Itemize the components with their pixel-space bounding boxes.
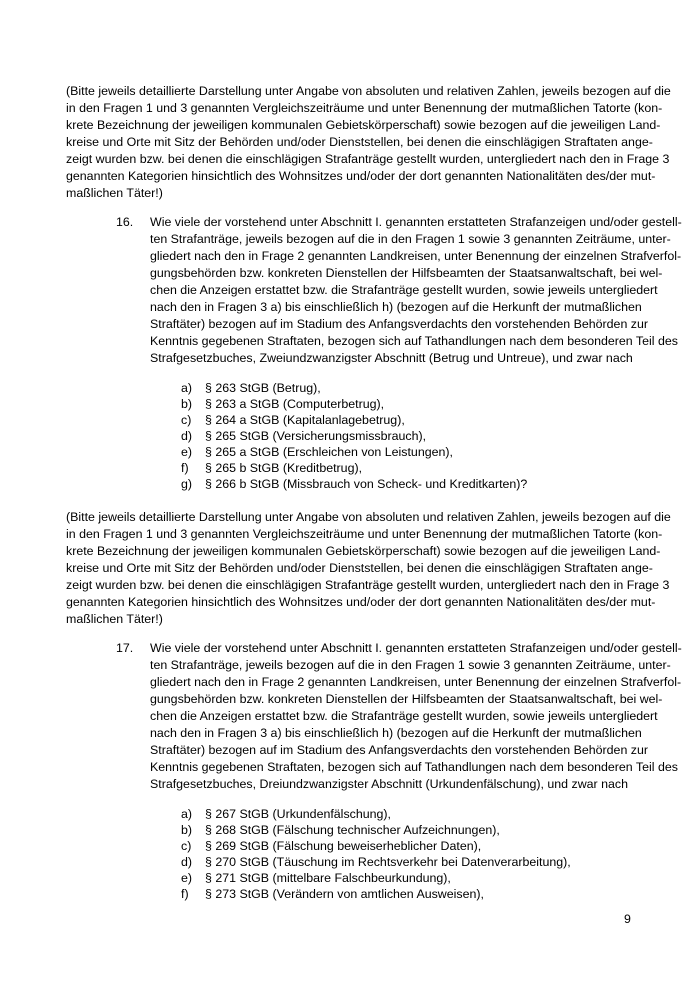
list-item-text: § 270 StGB (Täuschung im Rechtsverkehr bei Datenverarbeitung), xyxy=(205,855,571,869)
list-item-label: c) xyxy=(181,839,192,853)
paragraph-line: in den Fragen 1 und 3 genannten Vergleichszeiträume und unter Benennung der mutmaßlichen Tatorte (kon- xyxy=(66,527,663,541)
question-line: gliedert nach den in Frage 2 genannten Landkreisen, unter Benennung der einzelnen Strafverfol- xyxy=(150,249,682,263)
list-item-text: § 267 StGB (Urkundenfälschung), xyxy=(205,807,391,821)
paragraph-line: genannten Kategorien hinsichtlich des Wohnsitzes und/oder der dort genannten Nationalitäten des/der mut- xyxy=(66,169,656,183)
list-item-text: § 266 b StGB (Missbrauch von Scheck- und Kreditkarten)? xyxy=(205,477,528,491)
list-item-label: b) xyxy=(181,397,193,411)
question-line: chen die Anzeigen erstattet bzw. die Strafanträge gestellt wurden, sowie jeweils untergliedert xyxy=(150,709,658,723)
list-item-label: e) xyxy=(181,445,193,459)
question-line: Kenntnis gegebenen Straftaten, bezogen sich auf Tathandlungen nach dem besonderen Teil des xyxy=(150,334,678,348)
paragraph-line: maßlichen Täter!) xyxy=(66,612,163,626)
list-item-text: § 264 a StGB (Kapitalanlagebetrug), xyxy=(205,413,405,427)
question-line: Straftäter) bezogen auf im Stadium des Anfangsverdachts den vorstehenden Behörden zur xyxy=(150,743,648,757)
list-item-text: § 268 StGB (Fälschung technischer Aufzeichnungen), xyxy=(205,823,500,837)
list-item-text: § 269 StGB (Fälschung beweiserheblicher Daten), xyxy=(205,839,482,853)
question-line: Wie viele der vorstehend unter Abschnitt I. genannten erstatteten Strafanzeigen und/oder gestell- xyxy=(150,641,682,655)
question-line: gliedert nach den in Frage 2 genannten Landkreisen, unter Benennung der einzelnen Strafverfol- xyxy=(150,675,682,689)
list-item-label: g) xyxy=(181,477,193,491)
paragraph-line: kreise und Orte mit Sitz der Behörden und/oder Dienststellen, bei denen die einschlägigen Straftaten ange- xyxy=(66,135,653,149)
question-line: chen die Anzeigen erstattet bzw. die Strafanträge gestellt wurden, sowie jeweils untergliedert xyxy=(150,283,658,297)
list-item-label: f) xyxy=(181,887,189,901)
question-line: Strafgesetzbuches, Dreiundzwanzigster Abschnitt (Urkundenfälschung), und zwar nach xyxy=(150,777,628,791)
question-line: Kenntnis gegebenen Straftaten, bezogen sich auf Tathandlungen nach dem besonderen Teil des xyxy=(150,760,678,774)
question-line: ten Strafanträge, jeweils bezogen auf die in den Fragen 1 sowie 3 genannten Zeiträume, unter- xyxy=(150,658,671,672)
list-item-text: § 263 a StGB (Computerbetrug), xyxy=(205,397,385,411)
paragraph-line: (Bitte jeweils detaillierte Darstellung unter Angabe von absoluten und relativen Zahlen, jeweils bezogen auf die xyxy=(66,510,671,524)
question-number: 16. xyxy=(116,215,134,229)
paragraph-line: kreise und Orte mit Sitz der Behörden und/oder Dienststellen, bei denen die einschlägigen Straftaten ange- xyxy=(66,561,653,575)
question-line: gungsbehörden bzw. konkreten Dienstellen der Hilfsbeamten der Staatsanwaltschaft, bei wel- xyxy=(150,266,663,280)
paragraph-line: genannten Kategorien hinsichtlich des Wohnsitzes und/oder der dort genannten Nationalitäten des/der mut- xyxy=(66,595,656,609)
list-item-text: § 263 StGB (Betrug), xyxy=(205,381,321,395)
list-item-label: a) xyxy=(181,807,193,821)
question-line: nach den in Fragen 3 a) bis einschließlich h) (bezogen auf die Herkunft der mutmaßlichen xyxy=(150,726,642,740)
list-item-label: a) xyxy=(181,381,193,395)
paragraph-line: maßlichen Täter!) xyxy=(66,186,163,200)
page-number: 9 xyxy=(624,912,631,926)
list-item-text: § 265 StGB (Versicherungsmissbrauch), xyxy=(205,429,427,443)
list-item-text: § 273 StGB (Verändern von amtlichen Ausweisen), xyxy=(205,887,484,901)
list-item-label: d) xyxy=(181,855,193,869)
question-line: ten Strafanträge, jeweils bezogen auf die in den Fragen 1 sowie 3 genannten Zeiträume, unter- xyxy=(150,232,671,246)
paragraph-line: in den Fragen 1 und 3 genannten Vergleichszeiträume und unter Benennung der mutmaßlichen Tatorte (kon- xyxy=(66,101,663,115)
list-item-label: b) xyxy=(181,823,193,837)
list-item-label: d) xyxy=(181,429,193,443)
list-item-text: § 265 b StGB (Kreditbetrug), xyxy=(205,461,363,475)
question-line: Wie viele der vorstehend unter Abschnitt I. genannten erstatteten Strafanzeigen und/oder gestell- xyxy=(150,215,682,229)
question-line: Straftäter) bezogen auf im Stadium des Anfangsverdachts den vorstehenden Behörden zur xyxy=(150,317,648,331)
list-item-text: § 271 StGB (mittelbare Falschbeurkundung), xyxy=(205,871,451,885)
list-item-text: § 265 a StGB (Erschleichen von Leistungen), xyxy=(205,445,453,459)
list-item-label: f) xyxy=(181,461,189,475)
question-number: 17. xyxy=(116,641,134,655)
paragraph-line: krete Bezeichnung der jeweiligen kommunalen Gebietskörperschaft) sowie bezogen auf die jeweiligen Land- xyxy=(66,118,661,132)
question-line: gungsbehörden bzw. konkreten Dienstellen der Hilfsbeamten der Staatsanwaltschaft, bei wel- xyxy=(150,692,663,706)
paragraph-line: zeigt wurden bzw. bei denen die einschlägigen Strafanträge gestellt wurden, untergliedert nach den in Frage 3 xyxy=(66,578,670,592)
paragraph-line: zeigt wurden bzw. bei denen die einschlägigen Strafanträge gestellt wurden, untergliedert nach den in Frage 3 xyxy=(66,152,670,166)
question-line: nach den in Fragen 3 a) bis einschließlich h) (bezogen auf die Herkunft der mutmaßlichen xyxy=(150,300,642,314)
paragraph-line: krete Bezeichnung der jeweiligen kommunalen Gebietskörperschaft) sowie bezogen auf die jeweiligen Land- xyxy=(66,544,661,558)
list-item-label: e) xyxy=(181,871,193,885)
list-item-label: c) xyxy=(181,413,192,427)
question-line: Strafgesetzbuches, Zweiundzwanzigster Abschnitt (Betrug und Untreue), und zwar nach xyxy=(150,351,633,365)
paragraph-line: (Bitte jeweils detaillierte Darstellung unter Angabe von absoluten und relativen Zahlen, jeweils bezogen auf die xyxy=(66,84,671,98)
